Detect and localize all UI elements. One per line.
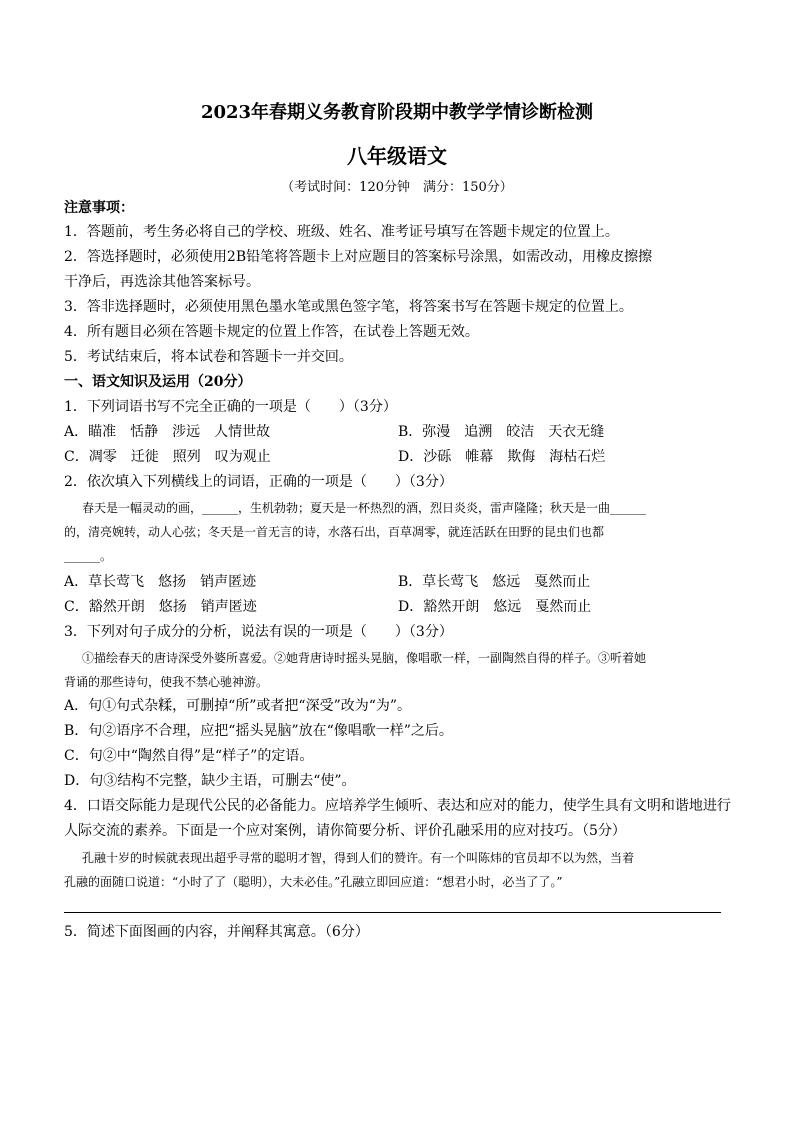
- q3-passage-line: ①描绘春天的唐诗深受外婆所喜爱。②她背唐诗时摇头晃脑，像唱歌一样，一副陶然自得的样子。③听着她: [82, 651, 647, 665]
- q3-option-b: B．句②语序不合理，应把“摇头晃脑”放在“像唱歌一样”之后。: [64, 723, 453, 739]
- section-heading: 一、语文知识及运用（20分）: [64, 374, 252, 390]
- notice-item: 干净后，再选涂其他答案标号。: [64, 274, 260, 290]
- notice-item: 1．答题前，考生务必将自己的学校、班级、姓名、准考证号填写在答题卡规定的位置上。: [64, 224, 619, 240]
- q2-option-c: C．豁然开朗 悠扬 销声匿迹: [64, 599, 257, 615]
- q2-option-b: B．草长莺飞 悠远 戛然而止: [398, 574, 591, 590]
- q2-passage-line: ______。: [64, 549, 113, 563]
- question-4-stem: 人际交流的素养。下面是一个应对案例，请你简要分析、评价孔融采用的应对技巧。（5分）: [64, 823, 626, 839]
- q1-option-a: A．瞄准 恬静 涉远 人情世故: [64, 424, 271, 440]
- q2-passage-line: 春天是一幅灵动的画，______，生机勃勃；夏天是一杯热烈的酒，烈日炎炎，雷声隆隆；秋天是一曲______: [82, 501, 647, 515]
- answer-line: [64, 912, 721, 913]
- question-5-stem: 5．简述下面图画的内容，并阐释其寓意。（6分）: [64, 924, 369, 940]
- exam-info: （考试时间：120分钟 满分：150分）: [281, 180, 513, 195]
- q3-option-c: C．句②中“陶然自得”是“样子”的定语。: [64, 748, 314, 764]
- q1-option-d: D．沙砾 帷幕 欺侮 海枯石烂: [398, 449, 606, 465]
- q2-passage-line: 的，清亮婉转，动人心弦；冬天是一首无言的诗，水落石出，百草凋零，就连活跃在田野的昆虫们也都: [64, 525, 605, 539]
- q2-option-d: D．豁然开朗 悠远 戛然而止: [398, 599, 592, 615]
- exam-title: 2023年春期义务教育阶段期中教学学情诊断检测: [200, 102, 594, 123]
- question-2-stem: 2．依次填入下列横线上的词语，正确的一项是（ ）（3分）: [64, 474, 453, 490]
- question-3-stem: 3．下列对句子成分的分析，说法有误的一项是（ ）（3分）: [64, 624, 453, 640]
- q3-option-a: A．句①句式杂糅，可删掉“所”或者把“深受”改为“为”。: [64, 698, 412, 714]
- notice-heading: 注意事项：: [64, 200, 134, 216]
- q1-option-b: B．弥漫 追溯 皎洁 天衣无缝: [398, 424, 605, 440]
- notice-item: 4．所有题目必须在答题卡规定的位置上作答，在试卷上答题无效。: [64, 324, 479, 340]
- notice-item: 2．答选择题时，必须使用2B铅笔将答题卡上对应题目的答案标号涂黑，如需改动，用橡皮擦擦: [64, 249, 653, 265]
- notice-item: 5．考试结束后，将本试卷和答题卡一并交回。: [64, 349, 353, 365]
- subject-title: 八年级语文: [347, 144, 447, 168]
- q4-passage-line: 孔融十岁的时候就表现出超乎寻常的聪明才智，得到人们的赞许。有一个叫陈炜的官员却不以为然，当着: [82, 851, 635, 865]
- q3-passage-line: 背诵的那些诗句，使我不禁心驰神游。: [64, 675, 269, 689]
- question-4-stem: 4．口语交际能力是现代公民的必备能力。应培养学生倾听、表达和应对的能力，使学生具有文明和谐地进行: [64, 798, 731, 814]
- question-1-stem: 1．下列词语书写不完全正确的一项是（ ）（3分）: [64, 399, 397, 415]
- q2-option-a: A．草长莺飞 悠扬 销声匿迹: [64, 574, 257, 590]
- q1-option-c: C．凋零 迁徙 照列 叹为观止: [64, 449, 271, 465]
- q3-option-d: D．句③结构不完整，缺少主语，可删去“使”。: [64, 773, 356, 789]
- notice-item: 3．答非选择题时，必须使用黑色墨水笔或黑色签字笔，将答案书写在答题卡规定的位置上。: [64, 299, 633, 315]
- q4-passage-line: 孔融的面随口说道：“小时了了（聪明），大未必佳。”孔融立即回应道：“想君小时，必当了了。”: [64, 875, 563, 889]
